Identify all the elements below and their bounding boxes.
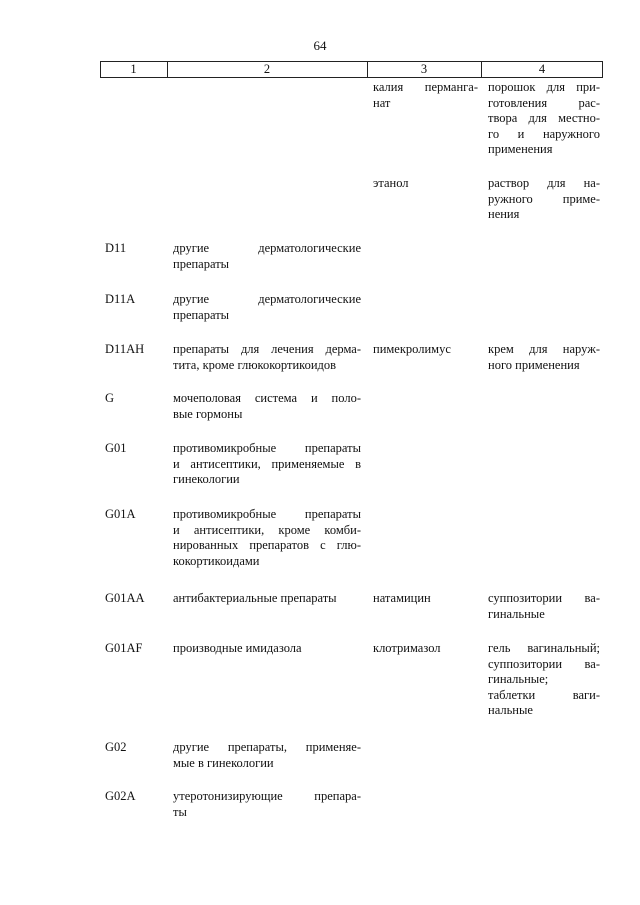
anatomical-group-name-line: противомикробные препараты: [173, 441, 361, 455]
drug-name-line: пимекролимус: [373, 342, 451, 356]
dosage-form-line: порошок для при-: [488, 80, 600, 94]
header-col-3: 3: [420, 62, 428, 76]
anatomical-group-name: [173, 507, 361, 569]
atc-code: D11AH: [105, 342, 145, 356]
anatomical-group-name-line: утеротонизирующие препара-: [173, 789, 361, 803]
dosage-form-line: твора для местно-: [488, 111, 600, 125]
drug-name: [373, 641, 478, 657]
dosage-form-line: ружного приме-: [488, 191, 600, 206]
atc-code: G02: [105, 740, 127, 754]
header-col-1: 1: [130, 62, 137, 76]
anatomical-group-name-line: и антисептики, применяемые в: [173, 456, 361, 471]
dosage-form-line: го и наружного: [488, 126, 600, 141]
atc-code: G01AF: [105, 641, 143, 655]
atc-code: G01AA: [105, 591, 145, 605]
dosage-form-line: нения: [488, 207, 520, 221]
dosage-form-line: гинальные: [488, 606, 545, 621]
dosage-form: [488, 342, 600, 373]
drug-name-line: натамицин: [373, 591, 431, 605]
drug-name-line: этанол: [373, 176, 409, 190]
drug-name: [373, 342, 478, 358]
anatomical-group-name: [173, 292, 361, 323]
drug-name-line: нат: [373, 95, 391, 110]
anatomical-group-name: [173, 591, 361, 607]
dosage-form-line: раствор для на-: [488, 176, 600, 190]
atc-code: G02A: [105, 789, 136, 803]
anatomical-group-name-line: гинекологии: [173, 472, 240, 486]
dosage-form-line: крем для наруж-: [488, 342, 600, 356]
column-divider: [602, 62, 603, 77]
anatomical-group-name-line: вые гормоны: [173, 406, 243, 421]
anatomical-group-name: [173, 641, 361, 657]
dosage-form-line: гинальные;: [488, 672, 549, 686]
dosage-form-line: суппозитории ва-: [488, 591, 600, 605]
anatomical-group-name: [173, 391, 361, 422]
anatomical-group-name-line: нированных препаратов с глю-: [173, 538, 361, 552]
dosage-form-line: нальные: [488, 703, 533, 717]
anatomical-group-name-line: антибактериальные препараты: [173, 591, 337, 605]
drug-name: [373, 80, 478, 111]
drug-name-line: калия перманга-: [373, 80, 478, 94]
atc-code: G01A: [105, 507, 136, 521]
anatomical-group-name-line: препараты для лечения дерма-: [173, 342, 361, 356]
dosage-form: [488, 591, 600, 622]
anatomical-group-name-line: другие дерматологические: [173, 241, 361, 255]
header-col-2: 2: [263, 62, 271, 76]
anatomical-group-name: [173, 789, 361, 820]
atc-code: D11A: [105, 292, 136, 306]
dosage-form: [488, 641, 600, 719]
dosage-form-line: суппозитории ва-: [488, 656, 600, 671]
anatomical-group-name-line: мые в гинекологии: [173, 755, 274, 770]
anatomical-group-name-line: мочеполовая система и поло-: [173, 391, 361, 405]
dosage-form-line: ного применения: [488, 357, 580, 372]
dosage-form-line: применения: [488, 142, 553, 156]
anatomical-group-name-line: и антисептики, кроме комби-: [173, 522, 361, 537]
dosage-form-line: таблетки ваги-: [488, 687, 600, 702]
anatomical-group-name-line: другие препараты, применяе-: [173, 740, 361, 754]
anatomical-group-name: [173, 441, 361, 488]
table-header: [100, 61, 603, 78]
anatomical-group-name: [173, 241, 361, 272]
anatomical-group-name-line: ты: [173, 804, 187, 819]
drug-name: [373, 176, 478, 192]
page-number: 64: [313, 38, 327, 53]
dosage-form-line: гель вагинальный;: [488, 641, 600, 655]
dosage-form-line: готовления рас-: [488, 95, 600, 110]
atc-code: G: [105, 391, 115, 405]
anatomical-group-name-line: препараты: [173, 307, 230, 322]
atc-code: D11: [105, 241, 127, 255]
drug-name: [373, 591, 478, 607]
drug-name-line: клотримазол: [373, 641, 441, 655]
anatomical-group-name: [173, 342, 361, 373]
dosage-form: [488, 176, 600, 223]
anatomical-group-name-line: препараты: [173, 256, 230, 271]
anatomical-group-name-line: другие дерматологические: [173, 292, 361, 306]
anatomical-group-name-line: производные имидазола: [173, 641, 302, 655]
dosage-form: [488, 80, 600, 158]
atc-code: G01: [105, 441, 127, 455]
anatomical-group-name: [173, 740, 361, 771]
anatomical-group-name-line: тита, кроме глюкокортикоидов: [173, 357, 337, 372]
anatomical-group-name-line: противомикробные препараты: [173, 507, 361, 521]
header-col-4: 4: [538, 62, 546, 76]
anatomical-group-name-line: кокортикоидами: [173, 553, 260, 568]
